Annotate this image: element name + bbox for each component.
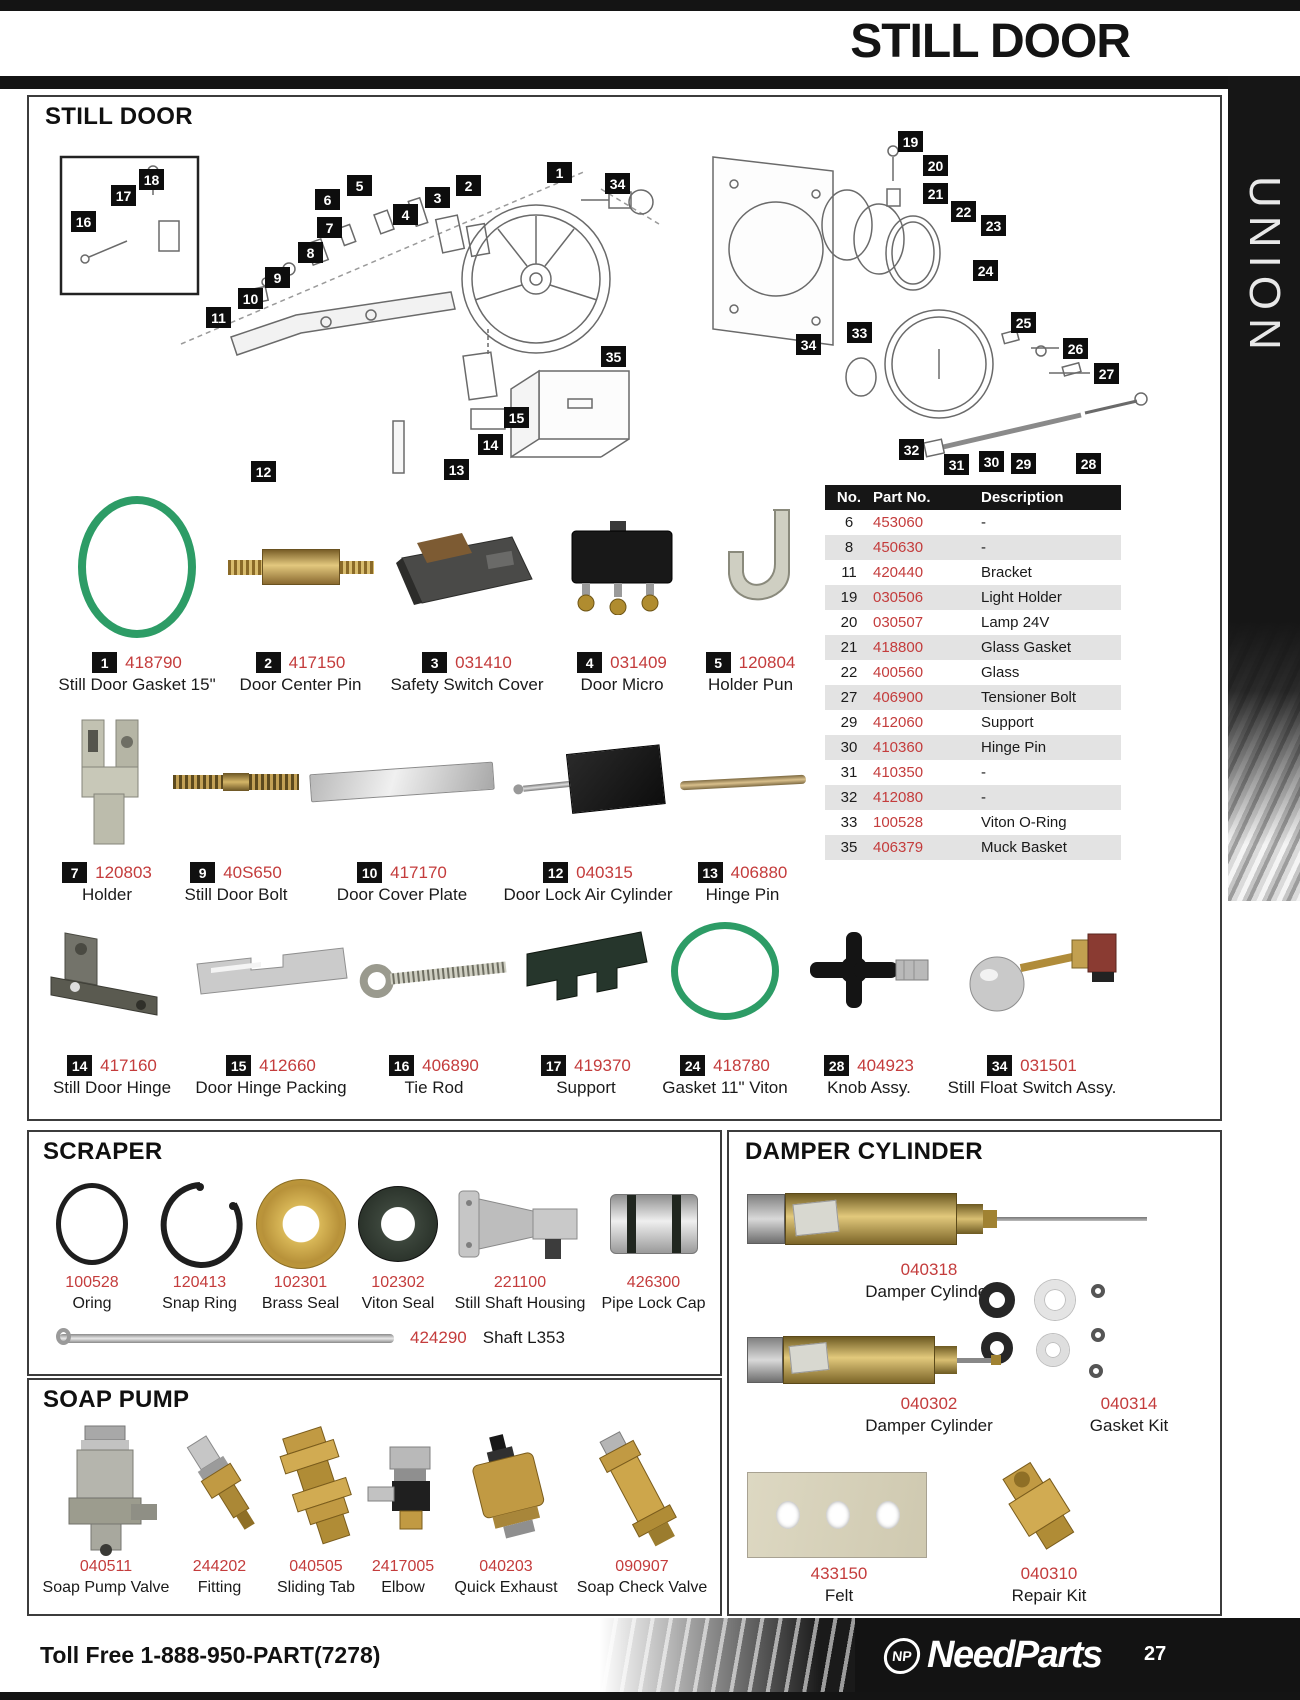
callout-badge: 3: [425, 187, 450, 208]
part-badge: 1: [92, 652, 117, 673]
part-desc: Still Shaft Housing: [454, 1295, 586, 1312]
callout-badge: 8: [298, 242, 323, 263]
part-item: [364, 1420, 442, 1597]
part-desc: Door Hinge Packing: [195, 1078, 347, 1097]
part-badge: 7: [62, 862, 87, 883]
part-desc: Oring: [72, 1295, 112, 1312]
callout-badge: 7: [317, 217, 342, 238]
part-desc: Still Door Bolt: [184, 885, 288, 904]
table-row: 33 100528 Viton O-Ring: [840, 814, 1067, 831]
part-badge: 9: [190, 862, 215, 883]
soap-pump-section: [27, 1378, 722, 1616]
part-photo-holder-clevis: [47, 702, 167, 862]
callout-badge: 19: [898, 131, 923, 152]
brand-circle-icon: NP: [882, 1638, 922, 1674]
part-number: 406880: [730, 862, 788, 882]
part-number: 090907: [615, 1558, 669, 1575]
brand-logo: [884, 1634, 1101, 1677]
part-photo-hinge-pin: [678, 702, 807, 862]
part-photo-micro-switch: [554, 482, 690, 652]
part-item: [502, 702, 674, 905]
title-underline-bar: [0, 76, 1232, 89]
callout-badge: 27: [1094, 363, 1119, 384]
part-desc: Knob Assy.: [827, 1078, 911, 1097]
part-item: [170, 702, 302, 905]
part-number: 031410: [455, 652, 512, 672]
part-item: [354, 1174, 442, 1313]
table-row: 22 400560 Glass: [840, 664, 1020, 681]
table-row: 11 420440 Bracket: [841, 564, 1032, 581]
part-item: [224, 482, 377, 695]
part-number: 404923: [857, 1055, 914, 1075]
part-number: 031409: [610, 652, 667, 672]
callout-badge: 29: [1011, 453, 1036, 474]
part-item: [942, 887, 1122, 1098]
part-desc: Holder: [81, 885, 133, 904]
part-item: [570, 1420, 714, 1597]
part-item: [694, 482, 807, 695]
bottom-rule-bar: [0, 1692, 1300, 1700]
part-item: [47, 702, 167, 905]
callout-badge: 23: [981, 215, 1006, 236]
callout-badge: 13: [444, 459, 469, 480]
part-number: 433150: [810, 1564, 868, 1583]
part-item: [789, 1394, 1069, 1436]
table-row: 19 030506 Light Holder: [825, 585, 1121, 610]
part-number: 424290: [410, 1328, 467, 1347]
part-photo-viton-seal: [354, 1174, 442, 1274]
part-number: 2417005: [371, 1558, 435, 1575]
callout-badge: 6: [315, 189, 340, 210]
part-photo-support-bracket: [518, 887, 654, 1055]
callout-badge: 28: [1076, 453, 1101, 474]
part-photo-elbow: [364, 1420, 442, 1558]
callout-badge: 25: [1011, 312, 1036, 333]
part-item: [656, 887, 794, 1098]
part-number: 102301: [273, 1274, 328, 1291]
part-number: 120803: [95, 862, 152, 882]
part-item: [52, 482, 222, 695]
callout-badge: 35: [601, 346, 626, 367]
part-number: 040505: [289, 1558, 343, 1575]
section-heading: SCRAPER: [43, 1138, 163, 1165]
part-photo-oring: [50, 1174, 134, 1274]
part-photo-air-cylinder: [502, 702, 674, 862]
part-badge: 15: [226, 1055, 251, 1076]
part-number: 244202: [192, 1558, 247, 1575]
part-desc: Repair Kit: [1011, 1586, 1087, 1605]
part-badge: 5: [706, 652, 731, 673]
callout-badge: 33: [847, 322, 872, 343]
side-tab-union: [1228, 76, 1300, 621]
table-row: 6 453060 -: [844, 514, 986, 531]
part-item: [450, 1174, 590, 1313]
table-header-row: [825, 485, 1121, 510]
callout-badge: 34: [605, 173, 630, 194]
toll-free-text: Toll Free 1-888-950-PART(7278): [40, 1641, 381, 1668]
part-photo-snap-ring: [152, 1174, 247, 1274]
part-badge: 3: [422, 652, 447, 673]
part-photo-check-valve: [570, 1420, 714, 1558]
col-header-desc: Description: [981, 489, 1064, 506]
part-number: 100528: [65, 1274, 119, 1291]
part-item: [177, 1420, 262, 1597]
part-item: [42, 887, 182, 1098]
part-desc: Still Float Switch Assy.: [947, 1078, 1117, 1097]
part-desc: Damper Cylinder: [865, 1282, 993, 1301]
callout-badge: 24: [973, 260, 998, 281]
scraper-section: [27, 1130, 722, 1376]
part-item: [678, 702, 807, 905]
part-badge: 2: [256, 652, 281, 673]
part-desc: Fitting: [197, 1579, 242, 1596]
part-number: 040318: [900, 1260, 958, 1279]
part-desc: Soap Check Valve: [576, 1579, 708, 1596]
callout-badge: 18: [139, 169, 164, 190]
part-photo-sliding-tab: [270, 1420, 362, 1558]
part-number: 040315: [576, 862, 633, 882]
part-photo-gasket-viton: [656, 887, 794, 1055]
part-item: [254, 1174, 347, 1313]
part-desc: Tie Rod: [404, 1078, 464, 1097]
table-row: 32 412080 -: [825, 785, 1121, 810]
part-photo-brass-seal: [254, 1174, 347, 1274]
part-item: [969, 1564, 1129, 1606]
page-number: 27: [1144, 1643, 1167, 1665]
table-row: 31 410350 -: [840, 764, 986, 781]
part-item: [554, 482, 690, 695]
part-photo-center-pin: [224, 482, 377, 652]
part-desc: Door Center Pin: [239, 675, 362, 694]
part-badge: 24: [680, 1055, 705, 1076]
col-header-no: No.: [836, 489, 862, 506]
part-desc: Gasket Kit: [1089, 1416, 1169, 1435]
table-row: 8 450630 -: [825, 535, 1121, 560]
part-badge: 34: [987, 1055, 1012, 1076]
callout-badge: 20: [923, 155, 948, 176]
part-badge: 28: [824, 1055, 849, 1076]
part-number: 419370: [574, 1055, 631, 1075]
callout-badge: 15: [504, 407, 529, 428]
part-number: 417170: [390, 862, 447, 882]
part-desc: Pipe Lock Cap: [601, 1295, 706, 1312]
callout-badge: 26: [1063, 338, 1088, 359]
part-number: 412660: [259, 1055, 316, 1075]
part-item: [50, 1174, 134, 1313]
footer: [0, 1618, 1300, 1692]
part-number: 120413: [172, 1274, 227, 1291]
part-number: 040511: [79, 1558, 133, 1575]
part-photo-knob-assy: [798, 887, 940, 1055]
part-item: [354, 887, 514, 1098]
part-badge: 14: [67, 1055, 92, 1076]
part-photo-gasket-ring: [52, 482, 222, 652]
brand-name: NeedParts: [927, 1634, 1102, 1676]
part-item: [600, 1174, 707, 1313]
part-item: [789, 1260, 1069, 1302]
part-photo-shaft: [59, 1334, 394, 1343]
table-row: 29 412060 Support: [840, 714, 1034, 731]
part-desc: Safety Switch Cover: [390, 675, 544, 694]
part-desc: Still Door Gasket 15": [58, 675, 216, 694]
page-title: STILL DOOR: [850, 15, 1130, 68]
part-desc: Door Micro: [580, 675, 664, 694]
part-number: 406890: [422, 1055, 479, 1075]
part-photo-hinge-packing: [190, 887, 352, 1055]
part-photo-door-bolt: [170, 702, 302, 862]
col-header-part: Part No.: [873, 489, 931, 506]
part-photo-switch-cover: [387, 482, 547, 652]
part-badge: 17: [541, 1055, 566, 1076]
part-number: 040203: [479, 1558, 533, 1575]
still-door-section: [27, 95, 1222, 1121]
part-number: 120804: [738, 652, 796, 672]
part-photo-soap-pump-valve: [42, 1420, 170, 1558]
part-number: 102302: [371, 1274, 425, 1291]
section-heading: DAMPER CYLINDER: [745, 1138, 983, 1165]
part-item: [798, 887, 940, 1098]
part-desc: Viton Seal: [361, 1295, 435, 1312]
side-tab-label: UNION: [1240, 176, 1289, 358]
part-photo-float-switch: [942, 887, 1122, 1055]
callout-badge: 5: [347, 175, 372, 196]
table-row: 30 410360 Hinge Pin: [825, 735, 1121, 760]
part-desc: Gasket 11" Viton: [662, 1078, 788, 1097]
part-item: [42, 1420, 170, 1597]
part-number: 417150: [288, 652, 346, 672]
part-item: [1049, 1394, 1209, 1436]
part-photo-quick-exhaust: [450, 1420, 562, 1558]
shaft-row: [59, 1328, 565, 1348]
callout-badge: 1: [547, 162, 572, 183]
part-item: [190, 887, 352, 1098]
part-desc: Soap Pump Valve: [42, 1579, 170, 1596]
part-item: [518, 887, 654, 1098]
callout-badge: 21: [923, 183, 948, 204]
callout-badge: 34: [796, 334, 821, 355]
part-item: [152, 1174, 247, 1313]
part-desc: Brass Seal: [261, 1295, 340, 1312]
damper-cylinder-section: [727, 1130, 1222, 1616]
part-desc: Elbow: [381, 1579, 425, 1596]
part-photo-repair-kit: [991, 1458, 1091, 1563]
part-photo-tie-rod: [354, 887, 514, 1055]
part-desc: Felt: [824, 1586, 854, 1605]
part-number: 417160: [100, 1055, 157, 1075]
part-desc: Still Door Hinge: [52, 1078, 172, 1097]
parts-table: [825, 485, 1121, 860]
part-number: 418780: [713, 1055, 770, 1075]
part-number: 040310: [1020, 1564, 1078, 1583]
part-photo-damper-cylinder-2: [747, 1328, 1001, 1392]
section-heading: SOAP PUMP: [43, 1386, 190, 1413]
part-desc: Door Lock Air Cylinder: [503, 885, 673, 904]
section-heading: STILL DOOR: [45, 103, 193, 130]
part-item: [387, 482, 547, 695]
part-photo-fitting: [177, 1420, 262, 1558]
part-desc: Sliding Tab: [277, 1579, 355, 1596]
top-rule-bar: [0, 0, 1300, 11]
part-desc: Quick Exhaust: [454, 1579, 558, 1596]
table-row: 35 406379 Muck Basket: [825, 835, 1121, 860]
part-desc: Door Cover Plate: [336, 885, 468, 904]
part-photo-damper-cylinder-1: [747, 1184, 1147, 1254]
callout-badge: 2: [456, 175, 481, 196]
part-badge: 12: [543, 862, 568, 883]
callout-badge: 14: [478, 434, 503, 455]
part-number: 040314: [1100, 1394, 1158, 1413]
callout-badge: 32: [899, 439, 924, 460]
part-photo-holder-pun: [694, 482, 807, 652]
part-number: 40S650: [223, 862, 282, 882]
part-desc: Shaft L353: [482, 1328, 565, 1347]
callout-badge: 9: [265, 267, 290, 288]
part-photo-pipe-lock-cap: [600, 1174, 707, 1274]
callout-badge: 17: [111, 185, 136, 206]
part-item: [307, 702, 497, 905]
callout-badge: 11: [206, 307, 231, 328]
part-desc: Holder Pun: [707, 675, 794, 694]
part-desc: Snap Ring: [162, 1295, 237, 1312]
callout-badge: 16: [71, 211, 96, 232]
callout-badge: 31: [944, 454, 969, 475]
part-photo-felt: [747, 1472, 927, 1558]
part-badge: 13: [698, 862, 723, 883]
callout-badge: 12: [251, 461, 276, 482]
callout-badge: 30: [979, 451, 1004, 472]
part-desc: Damper Cylinder: [865, 1416, 993, 1435]
part-number: 221100: [493, 1274, 547, 1291]
table-row: 27 406900 Tensioner Bolt: [825, 685, 1121, 710]
part-item: [270, 1420, 362, 1597]
exploded-diagram: [41, 129, 1206, 484]
footer-stripe-transition: [600, 1618, 860, 1692]
part-desc: Hinge Pin: [705, 885, 780, 904]
callout-badge: 4: [393, 204, 418, 225]
table-row: 21 418800 Glass Gasket: [825, 635, 1121, 660]
part-item: [739, 1564, 939, 1606]
part-number: 418790: [125, 652, 182, 672]
side-tab-fade: [1228, 621, 1300, 901]
part-badge: 4: [577, 652, 602, 673]
part-item: [450, 1420, 562, 1597]
callout-badge: 10: [238, 288, 263, 309]
part-photo-cover-plate: [307, 702, 497, 862]
callout-badge: 22: [951, 201, 976, 222]
part-number: 031501: [1020, 1055, 1077, 1075]
part-number: 040302: [900, 1394, 958, 1413]
part-number: 426300: [626, 1274, 681, 1291]
part-desc: Support: [556, 1078, 616, 1097]
part-photo-door-hinge: [42, 887, 182, 1055]
part-photo-shaft-housing: [450, 1174, 590, 1274]
table-row: 20 030507 Lamp 24V: [840, 614, 1050, 631]
part-badge: 10: [357, 862, 382, 883]
part-badge: 16: [389, 1055, 414, 1076]
